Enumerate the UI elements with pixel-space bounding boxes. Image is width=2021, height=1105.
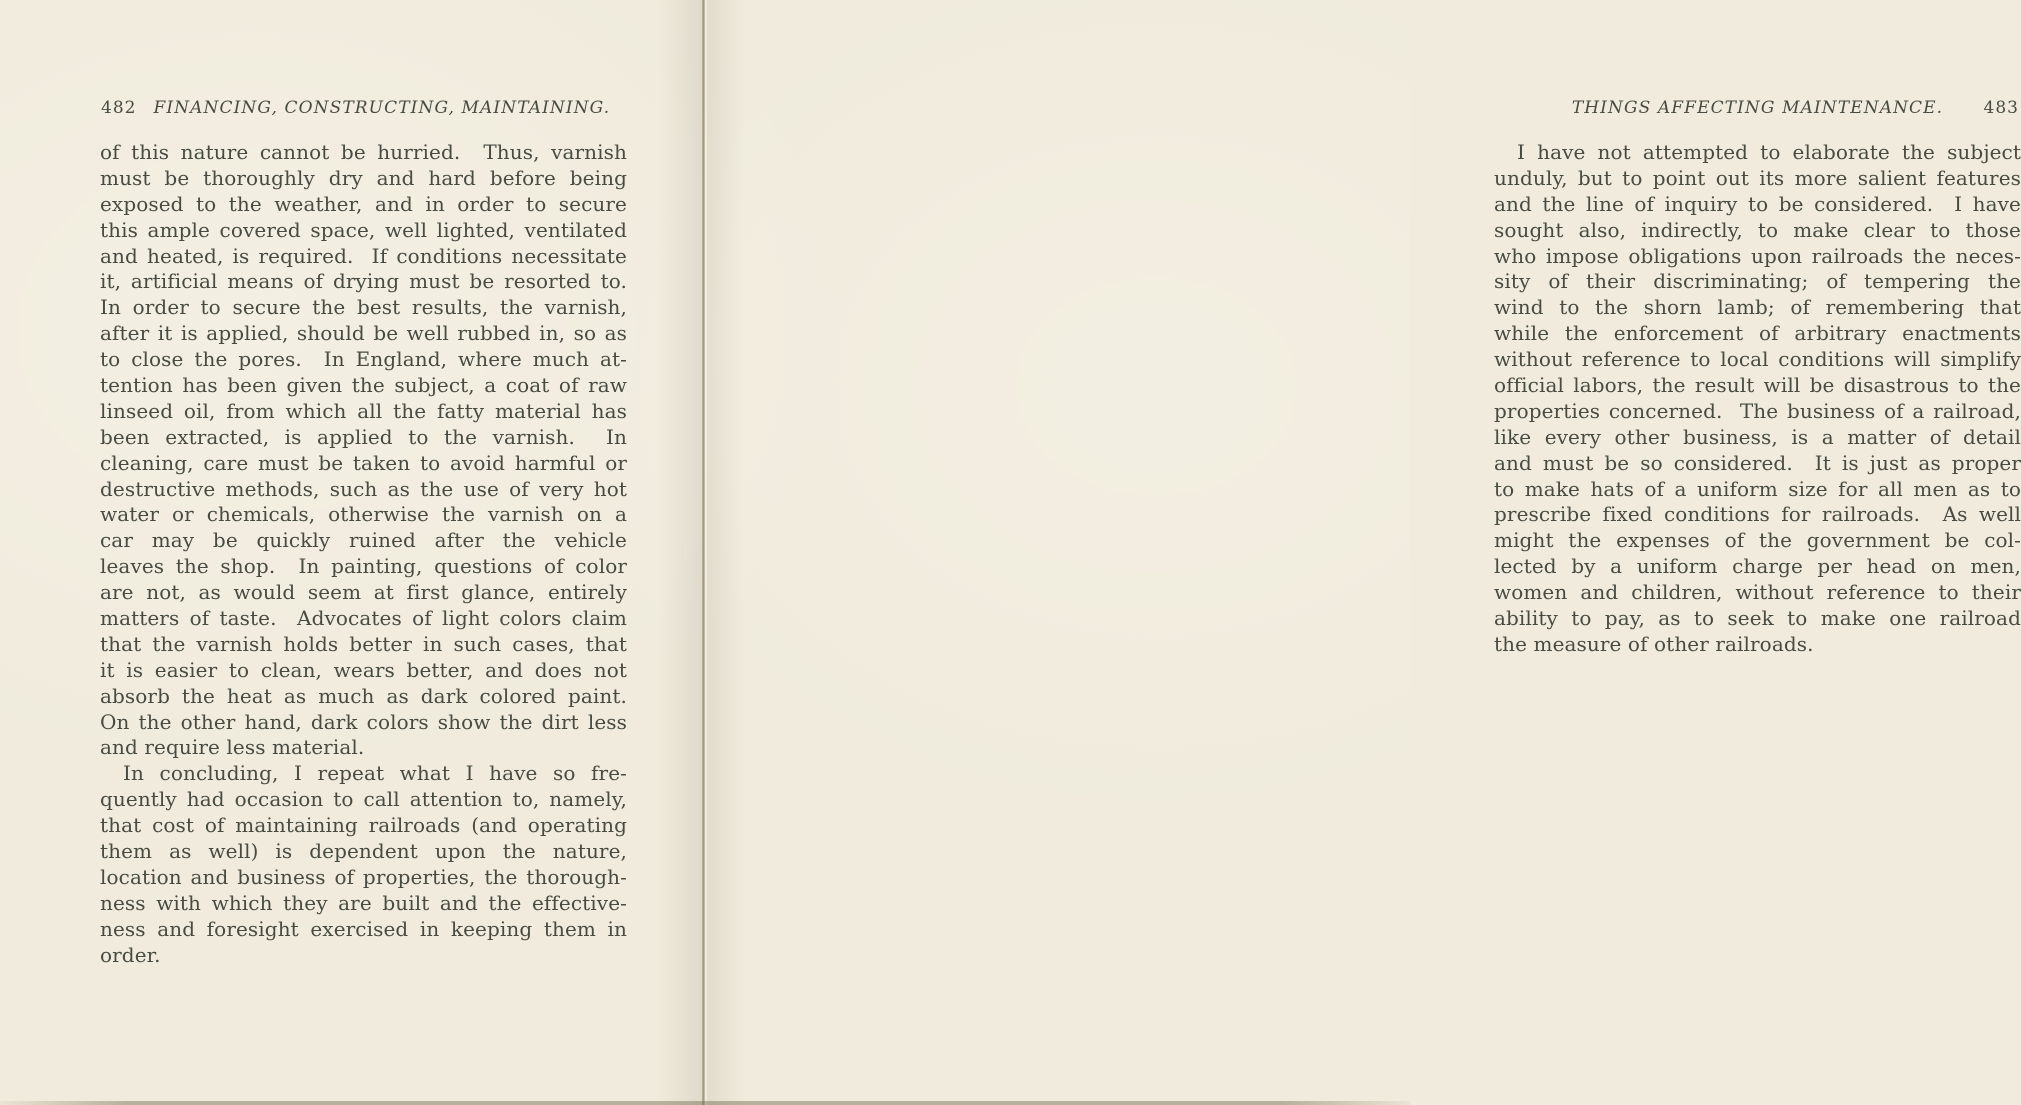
text-line: while the enforcement of arbitrary enactments: [1494, 321, 2021, 346]
text-line: might the expenses of the government be col-: [1494, 528, 2021, 553]
text-line: of this nature cannot be hurried. Thus, varnish: [100, 140, 627, 164]
text-line: after it is applied, should be well rubbed in, so as: [100, 321, 627, 346]
text-line: linseed oil, from which all the fatty material has: [100, 398, 627, 423]
text-line: car may be quickly ruined after the vehicle: [100, 528, 627, 553]
text-line: that cost of maintaining railroads (and operating: [100, 813, 627, 838]
text-line: sity of their discriminating; of tempering the: [1494, 269, 2021, 294]
left-page-number: 482: [101, 98, 137, 118]
left-page: [0, 0, 703, 1105]
text-line: ability to pay, as to seek to make one railroad: [1494, 606, 2021, 631]
text-line: been extracted, is applied to the varnish. In: [100, 424, 627, 449]
text-line: who impose obligations upon railroads the neces-: [1494, 243, 2021, 268]
text-line: ness with which they are built and the effective-: [100, 890, 627, 915]
right-running-head: [1494, 96, 2021, 120]
text-line: and heated, is required. If conditions necessitate: [100, 243, 627, 268]
text-line: properties concerned. The business of a railroad,: [1494, 398, 2021, 423]
text-line: that the varnish holds better in such cases, that: [100, 631, 627, 656]
left-running-head: [101, 96, 628, 120]
text-line: matters of taste. Advocates of light colors claim: [100, 606, 627, 631]
text-line: to close the pores. In England, where much at-: [100, 347, 627, 372]
text-line: and the line of inquiry to be considered. I have: [1494, 191, 2021, 216]
text-line: exposed to the weather, and in order to secure: [100, 191, 627, 216]
text-line: ness and foresight exercised in keeping them in: [100, 916, 627, 941]
right-page-number: 483: [1983, 98, 2019, 118]
text-line: On the other hand, dark colors show the dirt less: [100, 709, 627, 734]
text-line: leaves the shop. In painting, questions of color: [100, 554, 627, 579]
text-line: must be thoroughly dry and hard before being: [100, 165, 627, 190]
text-line: wind to the shorn lamb; of remembering that: [1494, 295, 2021, 320]
text-line: tention has been given the subject, a coat of raw: [100, 373, 627, 398]
text-line: without reference to local conditions will simplify: [1494, 347, 2021, 372]
text-line: this ample covered space, well lighted, ventilated: [100, 217, 627, 242]
text-line: sought also, indirectly, to make clear to those: [1494, 217, 2021, 242]
text-line: unduly, but to point out its more salient features: [1494, 165, 2021, 190]
right-header-title: THINGS AFFECTING MAINTENANCE.: [1571, 98, 1944, 118]
text-line: lected by a uniform charge per head on men,: [1494, 554, 2021, 579]
text-line: quently had occasion to call attention to, namely,: [100, 787, 627, 812]
text-line: the measure of other railroads.: [1494, 631, 1814, 656]
book-gutter: [702, 0, 705, 1105]
text-line: them as well) is dependent upon the nature,: [100, 839, 627, 864]
text-line: it, artificial means of drying must be resorted to.: [100, 269, 627, 294]
text-line: location and business of properties, the thorough-: [100, 864, 627, 889]
text-line: official labors, the result will be disastrous to the: [1494, 373, 2021, 398]
text-line: and require less material.: [100, 735, 365, 760]
text-line: In concluding, I repeat what I have so fre-: [123, 761, 627, 786]
text-line: cleaning, care must be taken to avoid harmful or: [100, 450, 627, 475]
text-line: women and children, without reference to their: [1494, 580, 2021, 605]
text-line: absorb the heat as much as dark colored paint.: [100, 683, 627, 708]
text-line: destructive methods, such as the use of very hot: [100, 476, 627, 501]
text-line: I have not attempted to elaborate the subject: [1517, 140, 2021, 164]
right-page-text: [1494, 140, 2021, 658]
left-header-title: FINANCING, CONSTRUCTING, MAINTAINING.: [153, 98, 611, 118]
text-line: it is easier to clean, wears better, and does not: [100, 657, 627, 682]
text-line: are not, as would seem at first glance, entirely: [100, 580, 627, 605]
left-page-text: [100, 140, 627, 969]
right-page: [707, 0, 2021, 1105]
text-line: In order to secure the best results, the varnish,: [100, 295, 627, 320]
text-line: order.: [100, 942, 161, 967]
text-line: and must be so considered. It is just as proper: [1494, 450, 2021, 475]
text-line: prescribe fixed conditions for railroads. As well: [1494, 502, 2021, 527]
text-line: water or chemicals, otherwise the varnish on a: [100, 502, 627, 527]
book-bottom-edge: [0, 1101, 1410, 1105]
text-line: like every other business, is a matter of detail: [1494, 424, 2021, 449]
text-line: to make hats of a uniform size for all men as to: [1494, 476, 2021, 501]
